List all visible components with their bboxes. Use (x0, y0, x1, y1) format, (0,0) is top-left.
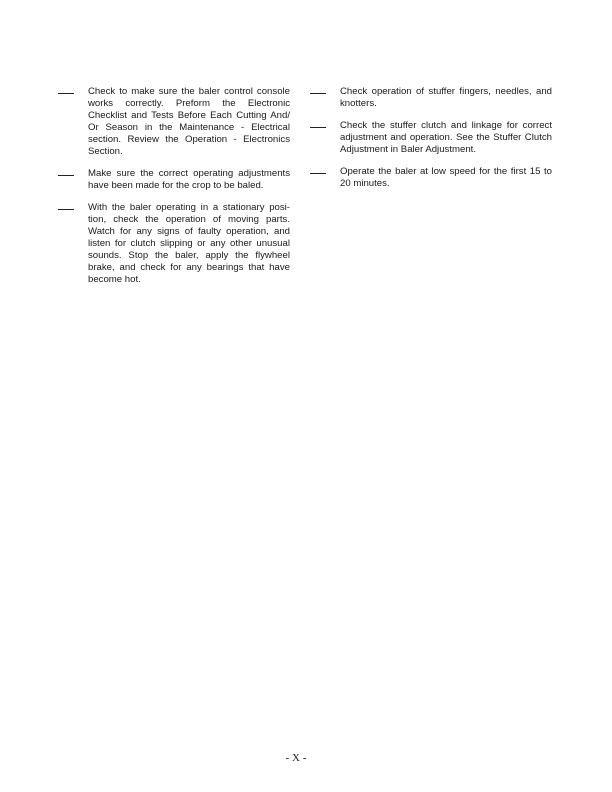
checklist-item (58, 168, 290, 192)
checklist-item-text: Check operation of stuffer fingers, needles, and knotters. (340, 86, 552, 109)
checklist-right-column (310, 86, 552, 200)
check-blank-line (58, 209, 74, 210)
checklist-item (310, 86, 552, 110)
checklist-left-column (58, 86, 290, 296)
check-blank-line (310, 127, 326, 128)
checklist-item (58, 86, 290, 158)
checklist-item-text: Check to make sure the baler control console works correctly. Preform the Electronic Checklist and Tests Before Each Cutting And/ Or Season in the Maintenance - Electrical section. Review the Operation - Electronics Section. (88, 86, 290, 157)
check-blank-line (310, 173, 326, 174)
checklist-item (310, 120, 552, 156)
checklist-item (58, 202, 290, 286)
checklist-item (310, 166, 552, 190)
check-blank-line (310, 93, 326, 94)
check-blank-line (58, 93, 74, 94)
checklist-item-text: Operate the baler at low speed for the first 15 to 20 minutes. (340, 166, 552, 189)
check-blank-line (58, 175, 74, 176)
checklist-item-text: Check the stuffer clutch and linkage for correct adjustment and operation. See the Stuffer Clutch Adjustment in Baler Adjustment. (340, 120, 552, 155)
page-number: - X - (285, 752, 307, 764)
checklist-item-text: With the baler operating in a stationary posi-tion, check the operation of moving parts. Watch for any signs of faulty operation, and listen for clutch slipping or any other unusual sounds. Stop the baler, apply the flywheel brake, and check for any bearings that have become hot. (88, 202, 290, 285)
checklist-item-text: Make sure the correct operating adjustments have been made for the crop to be baled. (88, 168, 290, 191)
